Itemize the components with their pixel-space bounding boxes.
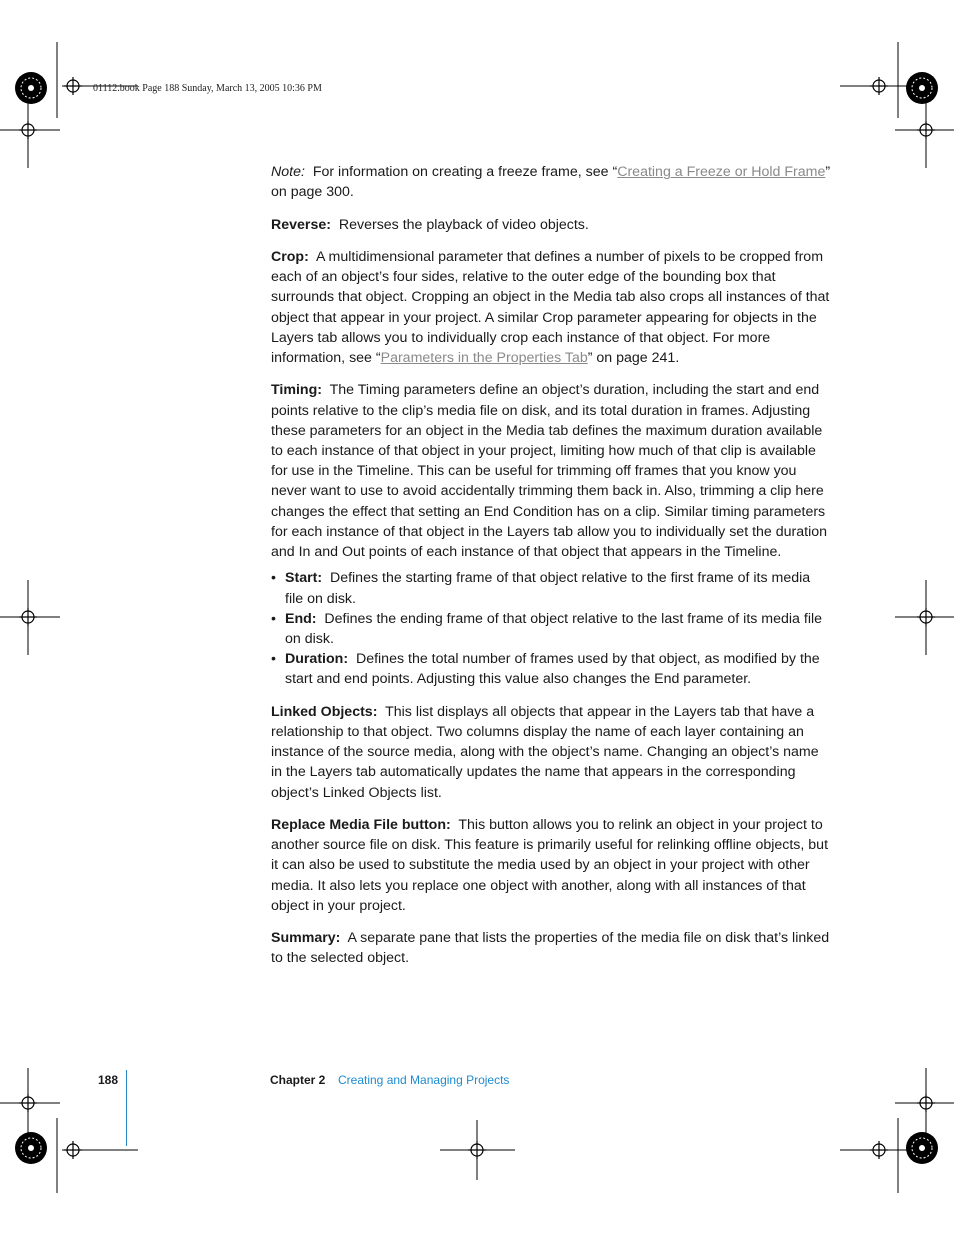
note-text: For information on creating a freeze frame, see “ xyxy=(312,164,618,180)
crop-text-after: ” on page 241. xyxy=(587,350,680,366)
book-info-header: 01112.book Page 188 Sunday, March 13, 2005 10:36 PM xyxy=(93,83,322,94)
chapter-label: Chapter 2 xyxy=(270,1073,326,1087)
crop-text: A multidimensional parameter that defines a number of pixels to be cropped from each of an object’s four sides, relative to the outer edge of the bounding box that surrounds that object. Cropping an object in the Media tab also crops all instances of that object that appear in your project. A similar Crop parameter appearing for objects in the Layers tab allows you to individually crop each instance of that object. For more information, see “ xyxy=(271,248,830,366)
summary-paragraph xyxy=(271,928,831,968)
duration-text: Defines the total number of frames used by that object, as modified by the start and end points. Adjusting this value also changes the End parameter. xyxy=(285,651,820,688)
timing-text: The Timing parameters define an object’s duration, including the start and end points relative to the clip’s media file on disk, and its total duration in frames. Adjusting these parameters for an object in the Media tab defines the maximum duration available to each instance of that object in your project, limiting how much of that clip is available for use in the Timeline. This can be useful for trimming off frames that you know you never want to use to avoid accidentally trimming them back in. Also, trimming a clip here changes the effect that setting an End Condition has on a clip. Similar timing parameters for each instance of that object in the Layers tab allow you to individually set the duration and In and Out points of each instance of that object that appears in the Timeline. xyxy=(271,382,828,561)
start-text: Defines the starting frame of that object relative to the first frame of its media file on disk. xyxy=(285,570,811,607)
end-text: Defines the ending frame of that object relative to the last frame of its media file on disk. xyxy=(285,610,823,648)
page-number: 188 xyxy=(98,1073,119,1087)
replace-media-text: This button allows you to relink an object in your project to another source file on disk. This feature is primarily useful for relinking offline objects, but it can also be used to substitute the media used by an object in your project with other media. It also lets you replace one object with another, along with all instances of that object in your project. xyxy=(271,817,829,914)
reverse-term: Reverse: xyxy=(271,216,331,233)
footer-divider xyxy=(126,1070,127,1146)
crop-term: Crop: xyxy=(271,248,309,265)
list-item xyxy=(271,568,831,608)
reverse-text: Reverses the playback of video objects. xyxy=(338,216,589,233)
chapter-title: Creating and Managing Projects xyxy=(338,1073,510,1087)
list-item xyxy=(271,649,831,689)
timing-term: Timing: xyxy=(271,382,322,399)
linked-objects-term: Linked Objects: xyxy=(271,703,378,720)
properties-tab-link[interactable]: Parameters in the Properties Tab xyxy=(380,350,588,366)
linked-objects-text: This list displays all objects that appear in the Layers tab that have a relationship to that object. Two columns display the name of each layer containing an instance of the source media, along with the object’s name. Changing an object’s name in the Layers tab automatically updates the name that appears in the corresponding object’s Linked Objects list. xyxy=(271,703,819,801)
linked-objects-paragraph xyxy=(271,702,831,803)
reverse-paragraph xyxy=(271,215,831,235)
timing-paragraph xyxy=(271,380,831,562)
crop-paragraph xyxy=(271,247,831,368)
note-text-after: ” on page 300. xyxy=(271,164,831,201)
list-item xyxy=(271,609,831,649)
duration-term: Duration: xyxy=(285,651,349,668)
start-term: Start: xyxy=(285,570,323,587)
summary-text: A separate pane that lists the properties of the media file on disk that’s linked to the selected object. xyxy=(271,930,830,967)
note-label: Note: xyxy=(271,164,305,180)
replace-media-paragraph xyxy=(271,815,831,916)
end-term: End: xyxy=(285,610,317,627)
replace-media-term: Replace Media File button: xyxy=(271,817,451,834)
page-body xyxy=(271,162,831,981)
summary-term: Summary: xyxy=(271,930,341,947)
note-paragraph xyxy=(271,162,831,202)
timing-bullet-list xyxy=(271,568,831,689)
freeze-frame-link[interactable]: Creating a Freeze or Hold Frame xyxy=(617,164,826,180)
